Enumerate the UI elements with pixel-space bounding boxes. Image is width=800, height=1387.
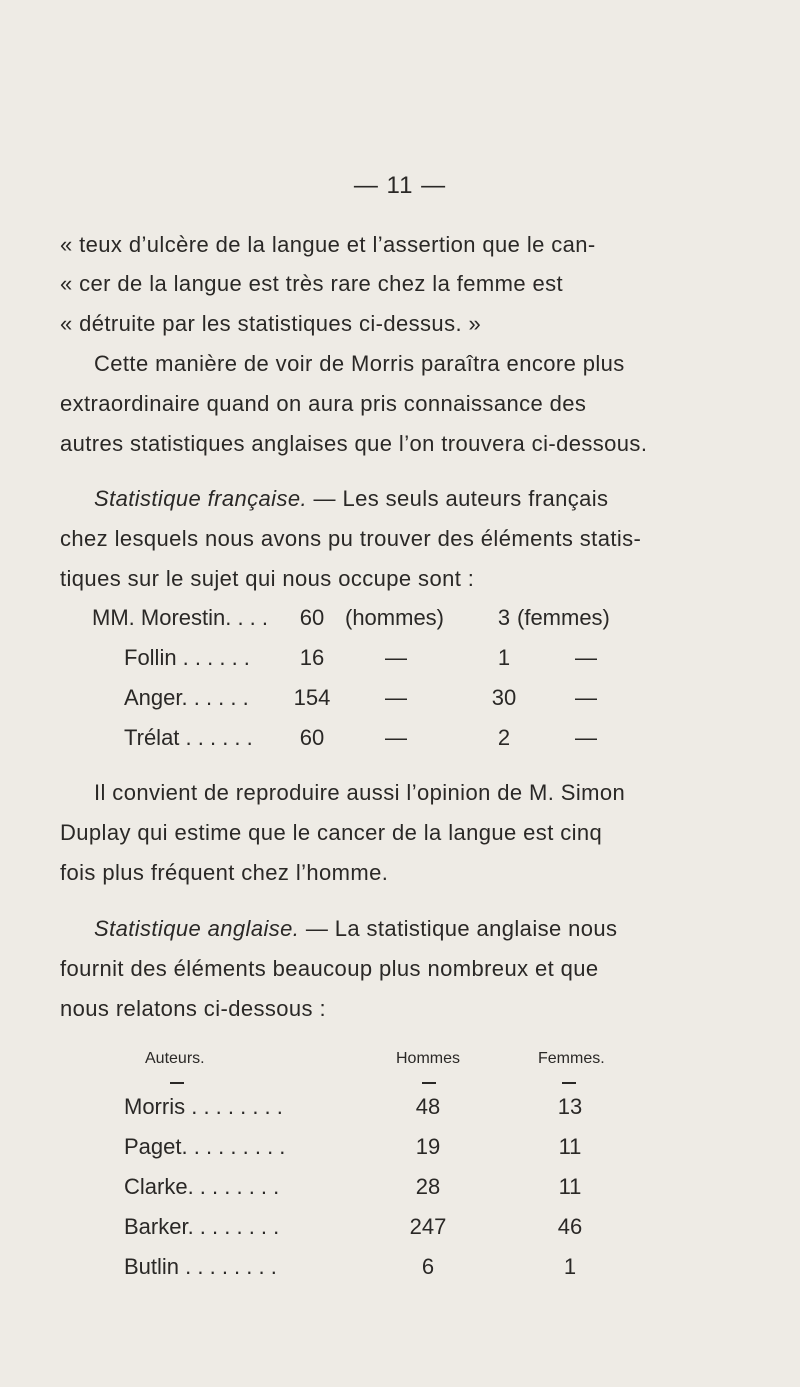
ditto-mark: — [575,645,597,670]
text-line: Duplay qui estime que le cancer de la langue est cinq [60,820,603,845]
author-name: Trélat . . . . . . [124,725,253,750]
author-name: MM. Morestin. . . . [92,605,269,630]
text-line: « teux d’ulcère de la langue et l’assertion que le can- [60,232,596,257]
text-line [94,486,608,512]
text-line: extraordinaire quand on aura pris connaissance des [60,391,587,416]
author-name: Morris . . . . . . . . [124,1094,283,1119]
column-header-hommes: Hommes [396,1050,461,1067]
text-line: chez lesquels nous avons pu trouver des éléments statis- [60,526,642,551]
femmes-value: 13 [557,1094,583,1119]
femmes-value: 11 [558,1134,582,1159]
femmes-value: 1 [497,645,511,670]
author-name: Butlin . . . . . . . . [124,1254,277,1279]
text-line: Il convient de reproduire aussi l’opinion de M. Simon [94,780,626,805]
hommes-value: 247 [409,1214,447,1239]
author-name: Anger. . . . . . [124,685,249,710]
text-line: « détruite par les statistiques ci-dessus. » [60,311,482,336]
hommes-label: (hommes) [345,605,445,630]
ditto-mark: — [575,685,597,710]
femmes-value: 11 [558,1174,582,1199]
femmes-value: 1 [563,1254,577,1279]
hommes-value: 60 [299,605,325,630]
femmes-label: (femmes) [517,605,610,630]
ditto-mark: — [385,725,407,750]
text-line: Cette manière de voir de Morris paraîtra encore plus [94,351,625,376]
text-line: fournit des éléments beaucoup plus nombreux et que [60,956,599,981]
hommes-value: 19 [415,1134,441,1159]
text-line: fois plus fréquent chez l’homme. [60,860,389,885]
hommes-value: 6 [421,1254,435,1279]
text-fragment: — La statistique anglaise nous [299,916,618,941]
ditto-mark: — [575,725,597,750]
section-heading-english: Statistique anglaise. [94,916,300,941]
ditto-mark: — [385,645,407,670]
hommes-value: 48 [415,1094,441,1119]
femmes-value: 46 [557,1214,583,1239]
text-line: tiques sur le sujet qui nous occupe sont : [60,566,475,591]
text-line [94,916,617,942]
page-number: — 11 — [353,172,447,199]
hommes-value: 60 [299,725,325,750]
author-name: Barker. . . . . . . . [124,1214,280,1239]
text-line: « cer de la langue est très rare chez la femme est [60,271,564,296]
author-name: Follin . . . . . . [124,645,250,670]
hommes-value: 16 [299,645,325,670]
text-line: nous relatons ci-dessous : [60,996,326,1021]
author-name: Clarke. . . . . . . . [124,1174,280,1199]
femmes-value: 2 [497,725,511,750]
femmes-value: 30 [491,685,517,710]
section-heading-french: Statistique française. [94,486,308,511]
femmes-value: 3 [497,605,511,630]
header-underline [562,1082,576,1084]
text-line: autres statistiques anglaises que l’on trouvera ci-dessous. [60,431,648,456]
hommes-value: 28 [415,1174,441,1199]
text-fragment: — Les seuls auteurs français [307,486,609,511]
hommes-value: 154 [293,685,331,710]
column-header-auteurs: Auteurs. [145,1050,205,1067]
column-header-femmes: Femmes. [538,1050,605,1067]
ditto-mark: — [385,685,407,710]
header-underline [170,1082,184,1084]
author-name: Paget. . . . . . . . . [124,1134,286,1159]
header-underline [422,1082,436,1084]
